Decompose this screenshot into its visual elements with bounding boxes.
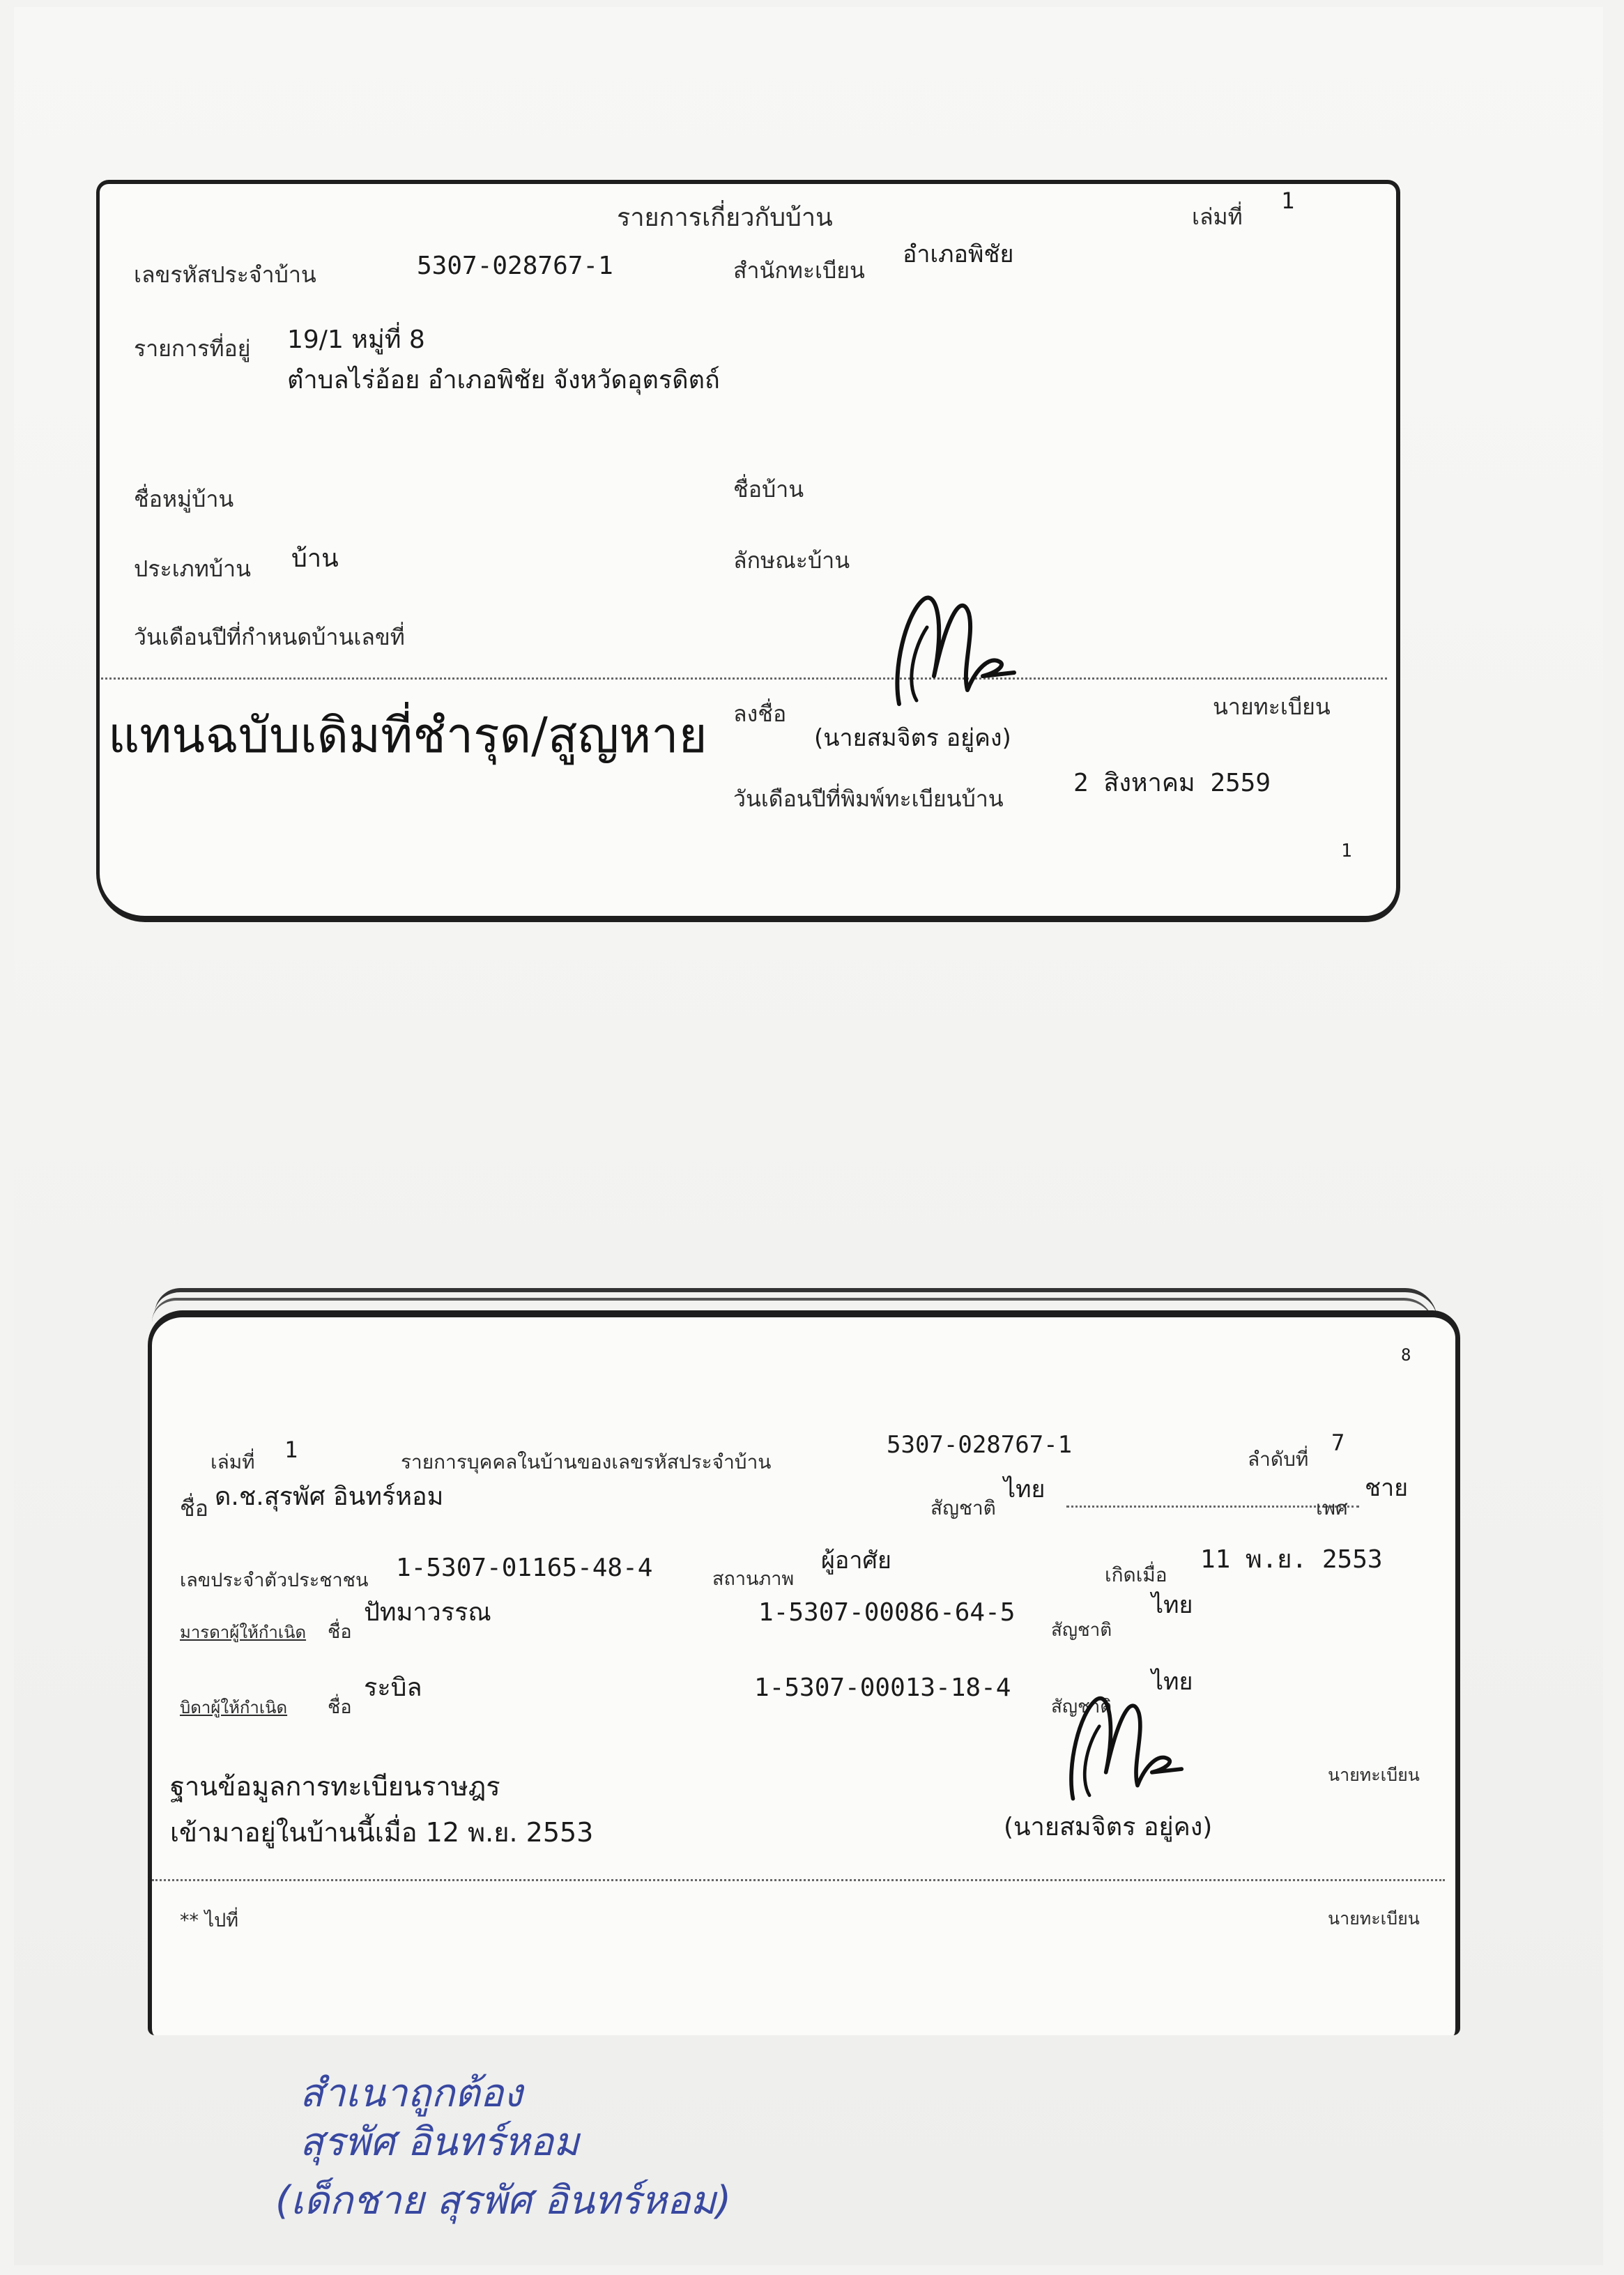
status: ผู้อาศัย xyxy=(821,1547,891,1575)
move-in-note: เข้ามาอยู่ในบ้านนี้เมื่อ 12 พ.ย. 2553 xyxy=(170,1817,594,1848)
address-line-2: ตำบลไร่อ้อย อำเภอพิชัย จังหวัดอุตรดิตถ์ xyxy=(287,366,720,395)
nationality-label: สัญชาติ xyxy=(930,1496,996,1519)
book-number: 1 xyxy=(1281,187,1295,214)
divider xyxy=(101,677,1387,680)
house-card-title: รายการเกี่ยวกับบ้าน xyxy=(617,204,833,232)
house-code-label: เลขรหัสประจำบ้าน xyxy=(134,261,316,288)
address-line-1: 19/1 หมู่ที่ 8 xyxy=(287,325,425,354)
certified-copy-note: สำเนาถูกต้อง xyxy=(300,2071,523,2116)
person-name: ด.ช.สุรพัศ อินทร์หอม xyxy=(215,1483,444,1511)
house-type-label: ประเภทบ้าน xyxy=(134,556,251,582)
mother-label: มารดาผู้ให้กำเนิด xyxy=(180,1623,307,1642)
born-label: เกิดเมื่อ xyxy=(1105,1563,1167,1586)
database-note: ฐานข้อมูลการทะเบียนราษฎร xyxy=(170,1771,500,1802)
house-code: 5307-028767-1 xyxy=(887,1431,1073,1459)
father-id: 1-5307-00013-18-4 xyxy=(754,1673,1011,1702)
house-type: บ้าน xyxy=(291,544,339,573)
registrar-label: นายทะเบียน xyxy=(1328,1908,1420,1929)
house-feature-label: ลักษณะบ้าน xyxy=(733,547,850,574)
registrar-label: นายทะเบียน xyxy=(1328,1765,1420,1785)
mother-name-label: ชื่อ xyxy=(328,1621,352,1643)
mother-id: 1-5307-00086-64-5 xyxy=(758,1598,1016,1627)
father-nationality: ไทย xyxy=(1151,1668,1193,1696)
book-label: เล่มที่ xyxy=(210,1450,255,1473)
handwritten-signature-name: สุรพัศ อินทร์หอม xyxy=(300,2120,579,2165)
signer-name: (นายสมจิตร อยู่คง) xyxy=(1004,1813,1213,1841)
mother-nationality: ไทย xyxy=(1151,1591,1193,1619)
address-label: รายการที่อยู่ xyxy=(134,335,251,362)
moved-to-label: ** ไปที่ xyxy=(180,1910,239,1931)
sex-label: เพศ xyxy=(1316,1496,1348,1519)
house-name-label: ชื่อบ้าน xyxy=(733,476,804,503)
corner-mark: 8 xyxy=(1401,1345,1411,1365)
status-label: สถานภาพ xyxy=(712,1568,795,1590)
father-name: ระบิล xyxy=(364,1673,422,1702)
nationality: ไทย xyxy=(1004,1476,1045,1503)
father-nationality-label: สัญชาติ xyxy=(1051,1696,1112,1717)
sign-label: ลงชื่อ xyxy=(733,700,787,727)
registrar-signature xyxy=(1059,1687,1192,1805)
village-label: ชื่อหมู่บ้าน xyxy=(134,486,234,512)
father-name-label: ชื่อ xyxy=(328,1696,352,1718)
father-label: บิดาผู้ให้กำเนิด xyxy=(180,1698,288,1717)
signer-name: (นายสมจิตร อยู่คง) xyxy=(814,724,1011,752)
registry-office-label: สำนักทะเบียน xyxy=(733,257,865,284)
book-label: เล่มที่ xyxy=(1192,204,1243,230)
person-list-label: รายการบุคคลในบ้านของเลขรหัสประจำบ้าน xyxy=(401,1450,772,1473)
page-number: 1 xyxy=(1341,841,1352,861)
dotted-line xyxy=(1066,1506,1359,1508)
person-details-card xyxy=(148,1310,1460,2035)
registrar-label: นายทะเบียน xyxy=(1213,694,1331,720)
book-number: 1 xyxy=(284,1437,298,1463)
number-assigned-date-label: วันเดือนปีที่กำหนดบ้านเลขที่ xyxy=(134,624,405,650)
registrar-signature xyxy=(885,585,1025,711)
house-code: 5307-028767-1 xyxy=(417,252,613,280)
divider xyxy=(152,1879,1445,1881)
mother-nationality-label: สัญชาติ xyxy=(1051,1620,1112,1641)
order-label: ลำดับที่ xyxy=(1248,1448,1309,1471)
id-label: เลขประจำตัวประชาชน xyxy=(180,1570,369,1591)
sex: ชาย xyxy=(1365,1474,1409,1502)
id-number: 1-5307-01165-48-4 xyxy=(396,1554,653,1582)
order-number: 7 xyxy=(1331,1430,1345,1456)
born-date: 11 พ.ย. 2553 xyxy=(1200,1545,1383,1574)
print-date-label: วันเดือนปีที่พิมพ์ทะเบียนบ้าน xyxy=(733,786,1004,812)
registry-office: อำเภอพิชัย xyxy=(903,240,1014,268)
replacement-stamp: แทนฉบับเดิมที่ชำรุด/สูญหาย xyxy=(108,707,707,764)
print-date: 2 สิงหาคม 2559 xyxy=(1073,769,1271,797)
handwritten-full-name: (เด็กชาย สุรพัศ อินทร์หอม) xyxy=(275,2178,732,2223)
mother-name: ปัทมาวรรณ xyxy=(364,1598,491,1627)
name-label: ชื่อ xyxy=(180,1495,208,1522)
